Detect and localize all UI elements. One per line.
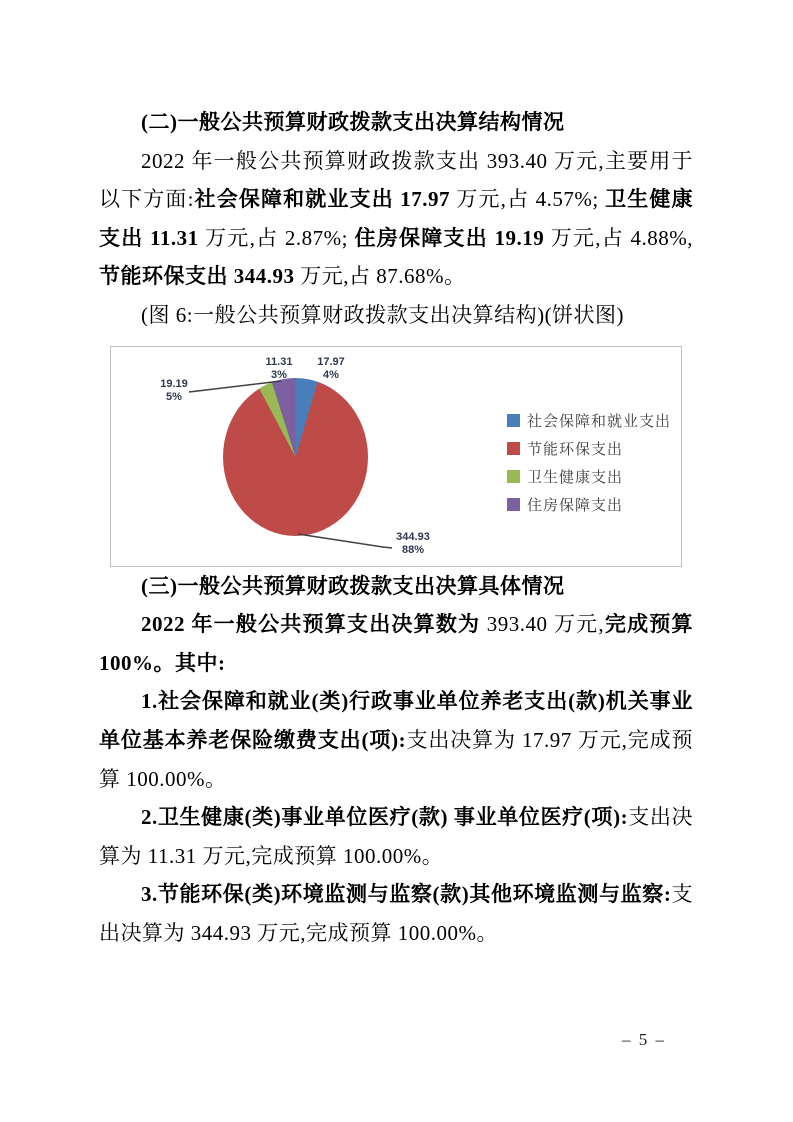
- data-label-percent: 88%: [401, 543, 425, 556]
- section3-paragraph-summary: [99, 605, 693, 682]
- text-segment: 3.节能环保(类)环境监测与监察(款)其他环境监测与监察:: [141, 882, 672, 907]
- leader-line-energy: [298, 534, 392, 548]
- legend-item: [507, 435, 671, 463]
- text-segment: 1.社会保障和就业(类)行政事业单位养老支出(款)机关事业单位基本养老保险缴费支出(项):: [99, 689, 693, 752]
- section2-paragraph: [99, 142, 693, 296]
- data-label-percent: 4%: [323, 368, 339, 381]
- section3-item-3: [99, 875, 693, 952]
- pie-chart-figure: [110, 346, 682, 567]
- data-label-energy: [387, 531, 439, 557]
- data-label-percent: 3%: [271, 368, 287, 381]
- section3-heading: (三)一般公共预算财政拨款支出决算具体情况: [141, 573, 565, 598]
- text-segment: (图 6:一般公共预算财政拨款支出决算结构)(饼状图): [141, 302, 625, 327]
- document-content: [99, 103, 693, 953]
- text-segment: 2022 年一般公共预算财政拨款支出 393.40 万元,主要用于以下方面:: [99, 148, 693, 212]
- text-segment: 393.40 万元,: [486, 612, 605, 637]
- pie: [223, 378, 368, 536]
- text-segment: 支出决算为 17.97 万元,完成预算 100.00%。: [99, 727, 693, 791]
- legend-label: 社会保障和就业支出: [527, 413, 672, 431]
- data-label-social-security: [305, 356, 357, 382]
- data-label-health: [253, 356, 305, 382]
- text-segment: 万元,占 87.68%。: [300, 264, 466, 289]
- section3-item-1: [99, 682, 693, 798]
- legend-swatch-icon: [507, 414, 520, 427]
- text-segment: 万元,占 4.88%,: [550, 225, 694, 250]
- legend-swatch-icon: [507, 470, 520, 483]
- legend-swatch-icon: [507, 498, 520, 511]
- legend-item: [507, 463, 671, 491]
- figure-caption: [99, 296, 693, 335]
- legend-label: 节能环保支出: [527, 441, 624, 459]
- legend-label: 卫生健康支出: [527, 469, 624, 487]
- chart-legend: [507, 407, 671, 519]
- data-label-housing: [148, 378, 200, 404]
- legend-swatch-icon: [507, 442, 520, 455]
- text-segment: 节能环保支出 344.93: [99, 264, 301, 289]
- text-segment: 卫生健康支出 11.31: [99, 187, 694, 250]
- page-number: – 5 –: [622, 1030, 666, 1049]
- text-segment: 住房保障支出 19.19: [354, 225, 551, 250]
- text-segment: 支出决算为 11.31 万元,完成预算 100.00%。: [99, 805, 694, 868]
- data-label-value: 17.97: [317, 355, 345, 368]
- section2-heading: (二)一般公共预算财政拨款支出决算结构情况: [141, 110, 565, 134]
- data-label-value: 344.93: [396, 530, 430, 543]
- text-segment: 社会保障和就业支出 17.97: [193, 187, 457, 212]
- text-segment: 万元,占 4.57%;: [456, 187, 606, 212]
- legend-label: 住房保障支出: [527, 497, 624, 515]
- text-segment: 2022 年一般公共预算支出决算数为: [141, 612, 487, 637]
- text-segment: 完成预算 100%。其中:: [99, 612, 694, 675]
- data-label-percent: 5%: [166, 390, 182, 403]
- legend-item: [507, 491, 671, 519]
- text-segment: 万元,占 2.87%;: [205, 225, 355, 250]
- section3-item-2: [99, 798, 693, 875]
- data-label-value: 11.31: [265, 355, 293, 368]
- data-label-value: 19.19: [160, 377, 188, 390]
- text-segment: 支出决算为 344.93 万元,完成预算 100.00%。: [99, 882, 694, 945]
- text-segment: 2.卫生健康(类)事业单位医疗(款) 事业单位医疗(项):: [141, 805, 629, 830]
- legend-item: [507, 407, 671, 435]
